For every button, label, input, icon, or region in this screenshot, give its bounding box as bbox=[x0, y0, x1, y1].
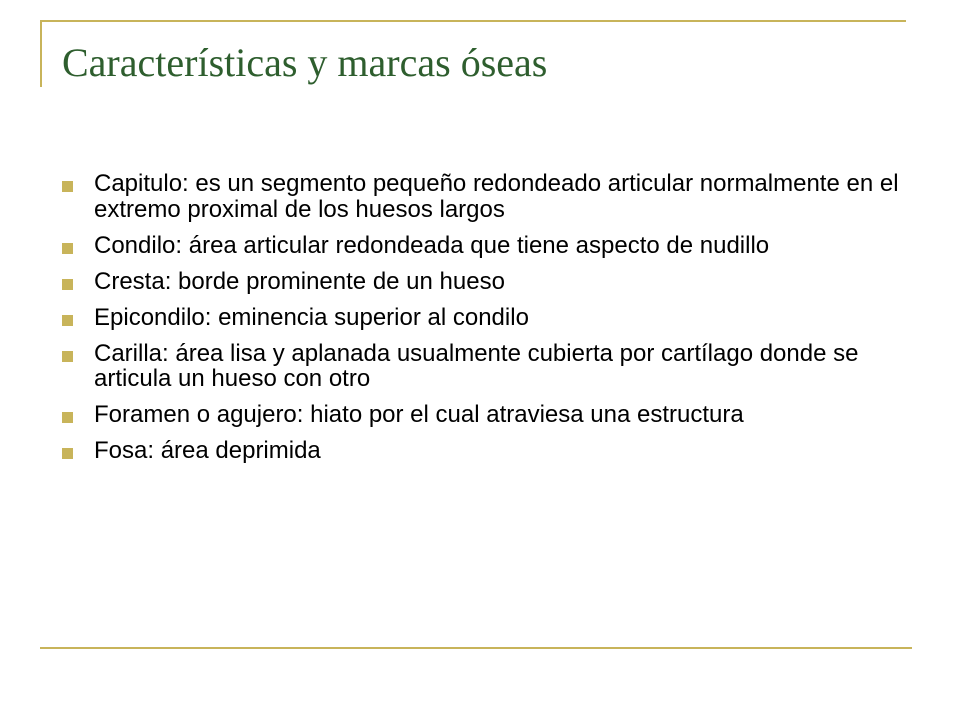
bullet-text: Cresta: borde prominente de un hueso bbox=[94, 267, 505, 295]
bullet-text: Condilo: área articular redondeada que tiene aspecto de nudillo bbox=[94, 231, 770, 259]
bullet-item-epicondilo bbox=[62, 305, 902, 331]
square-bullet-icon bbox=[62, 243, 73, 254]
bullet-item-fosa bbox=[62, 438, 902, 464]
bullet-item-cresta bbox=[62, 269, 902, 295]
bullet-text: Carilla: área lisa y aplanada usualmente cubierta por cartílago donde se articula un hueso con otro bbox=[94, 339, 859, 393]
square-bullet-icon bbox=[62, 351, 73, 362]
top-accent-line bbox=[40, 20, 906, 22]
bullet-item-carilla bbox=[62, 341, 902, 393]
bullet-text: Capitulo: es un segmento pequeño redondeado articular normalmente en el extremo proximal de los huesos largos bbox=[94, 170, 899, 223]
square-bullet-icon bbox=[62, 448, 73, 459]
bullet-item-foramen bbox=[62, 402, 902, 428]
square-bullet-icon bbox=[62, 181, 73, 192]
square-bullet-icon bbox=[62, 315, 73, 326]
bullet-text: Fosa: área deprimida bbox=[94, 437, 321, 465]
bullet-text: Foramen o agujero: hiato por el cual atraviesa una estructura bbox=[94, 401, 744, 429]
title-left-accent-line bbox=[40, 20, 42, 87]
square-bullet-icon bbox=[62, 412, 73, 423]
bullet-item-capitulo bbox=[62, 171, 902, 223]
bullet-list bbox=[62, 171, 902, 474]
square-bullet-icon bbox=[62, 279, 73, 290]
bullet-text: Epicondilo: eminencia superior al condilo bbox=[94, 303, 529, 331]
bullet-item-condilo bbox=[62, 233, 902, 259]
bottom-accent-line bbox=[40, 647, 912, 649]
slide-title: Características y marcas óseas bbox=[62, 40, 548, 85]
